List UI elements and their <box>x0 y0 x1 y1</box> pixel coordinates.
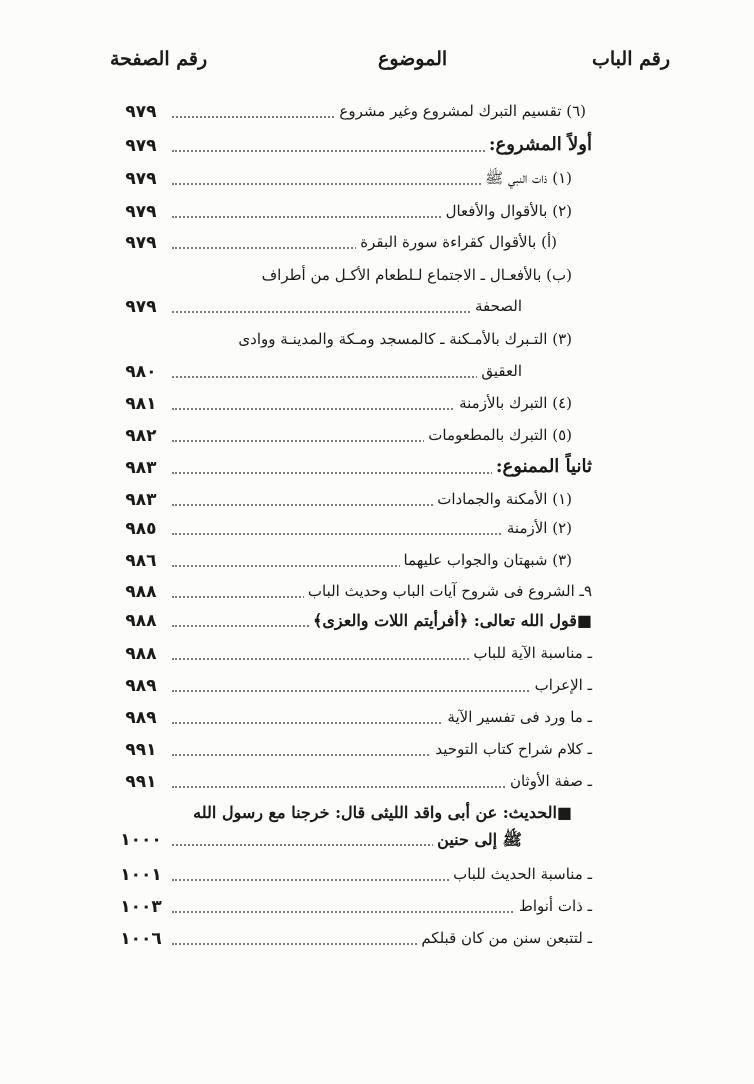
toc-entry-page: ٩٩١ <box>125 772 157 792</box>
toc-entry-title: ﷺ إلى حنين <box>433 830 522 853</box>
toc-entry <box>110 578 592 608</box>
toc-entry-title: (٤) التبرك بالأزمنة <box>455 394 572 412</box>
toc-entry-title: ـ مناسبة الحديث للباب <box>449 865 592 883</box>
toc-entry-title: (٢) الأزمنة <box>503 519 572 537</box>
toc-entry <box>110 262 572 292</box>
toc-entry-title: ■الحديث: عن أبى واقد الليثى قال: خرجنا مع رسول الله <box>189 803 572 822</box>
toc-entry-page: ٩٨٥ <box>125 519 157 539</box>
toc-entry <box>110 640 592 670</box>
toc-entry-title: ـ كلام شراح كتاب التوحيد <box>431 740 592 758</box>
toc-entry-title: (ب) بالأفعـال ـ الاجتماع لـلطعام الأكـل من أطراف <box>258 266 572 284</box>
toc-entry-page: ١٠٠٣ <box>120 897 162 917</box>
toc-entry-page: ٩٨٩ <box>125 708 157 728</box>
toc-entry <box>110 198 572 228</box>
toc-entry-title: (أ) بالأقوال كقراءة سورة البقرة <box>356 233 557 251</box>
toc-entry <box>110 893 592 923</box>
toc-entry-title: ـ ذات أنواط <box>515 897 592 915</box>
column-header-chapter-number: رقم الباب <box>592 48 670 70</box>
toc-entry-page: ٩٨٢ <box>125 426 157 446</box>
toc-entry-title: ـ الإعراب <box>531 676 592 694</box>
toc-entry-title: (٣) شبهتان والجواب عليهما <box>400 551 573 569</box>
toc-entry <box>110 515 572 545</box>
toc-entry <box>110 229 557 259</box>
toc-entry <box>110 768 592 798</box>
toc-entry-page: ١٠٠٦ <box>120 929 162 949</box>
toc-entry <box>110 826 522 856</box>
toc-entry-title: أولاً المشروع: <box>485 134 592 155</box>
toc-entry-title: (٦) تقسيم التبرك لمشروع وغير مشروع <box>335 102 586 120</box>
toc-entry <box>110 547 572 577</box>
toc-entry <box>110 422 572 452</box>
toc-entry-page: ٩٧٩ <box>125 202 157 222</box>
toc-entry <box>110 925 592 955</box>
toc-entry-page: ٩٨٨ <box>125 611 157 631</box>
toc-entry-page: ٩٨٠ <box>125 362 157 382</box>
toc-entry-page: ٩٧٩ <box>125 297 157 317</box>
toc-entry <box>110 672 592 702</box>
toc-entry-title: ـ صفة الأوثان <box>506 772 592 790</box>
toc-entry <box>110 704 592 734</box>
toc-entry <box>110 326 572 356</box>
toc-entry-page: ٩٨١ <box>125 394 157 414</box>
toc-entry-page: ٩٨٨ <box>125 582 157 602</box>
toc-entry <box>110 736 592 766</box>
dot-leader <box>172 311 522 313</box>
column-header-page-number: رقم الصفحة <box>110 48 208 70</box>
toc-entry <box>110 390 572 420</box>
toc-entry-page: ٩٨٣ <box>125 458 157 478</box>
toc-entry <box>110 486 572 516</box>
toc-entry <box>110 132 592 162</box>
toc-entry-page: ٩٨٩ <box>125 676 157 696</box>
toc-entry-page: ١٠٠١ <box>120 865 162 885</box>
toc-entry-page: ٩٧٩ <box>125 233 157 253</box>
toc-entry-title: (٢) بالأقوال والأفعال <box>442 202 572 220</box>
toc-entry-page: ١٠٠٠ <box>120 830 162 850</box>
toc-entry-page: ٩٨٨ <box>125 644 157 664</box>
toc-entry <box>110 98 586 128</box>
toc-entry <box>110 799 572 829</box>
toc-entry-title: (١) ذات النبي ﷺ <box>481 169 572 191</box>
toc-entry-title: ـ مناسبة الآية للباب <box>469 644 592 662</box>
toc-entry-title: ـ لتتبعن سنن من كان قبلكم <box>417 929 592 947</box>
toc-entry <box>110 358 522 388</box>
toc-entry <box>110 607 592 637</box>
toc-entry-title: العقيق <box>477 362 522 380</box>
toc-entry-title: ثانياً الممنوع: <box>492 456 592 477</box>
toc-entry <box>110 293 522 323</box>
toc-entry <box>110 454 592 484</box>
toc-entry-title: ـ ما ورد فى تفسير الآية <box>443 708 592 726</box>
toc-entry-page: ٩٧٩ <box>125 169 157 189</box>
toc-entry-title: الصحفة <box>471 297 522 315</box>
toc-entry-page: ٩٨٣ <box>125 490 157 510</box>
toc-entry-title: ٩ـ الشروع فى شروح آيات الباب وحديث الباب <box>304 582 592 600</box>
toc-entry-page: ٩٩١ <box>125 740 157 760</box>
dot-leader <box>172 376 522 378</box>
toc-entry-title: ■قول الله تعالى: ﴿أفرأيتم اللات والعزى﴾ <box>309 611 592 630</box>
toc-entry-page: ٩٨٦ <box>125 551 157 571</box>
toc-entry-title: (١) الأمكنة والجمادات <box>433 490 572 508</box>
toc-entry-title: (٣) التـبرك بالأمـكنة ـ كالمسجد ومـكة والمدينـة ووادى <box>234 330 572 348</box>
column-header-subject: الموضوع <box>378 48 448 70</box>
toc-entry <box>110 165 572 195</box>
toc-entry-title: (٥) التبرك بالمطعومات <box>424 426 572 444</box>
dot-leader <box>172 690 592 692</box>
toc-entry-page: ٩٧٩ <box>125 102 157 122</box>
toc-entry-page: ٩٧٩ <box>125 136 157 156</box>
toc-entry <box>110 861 592 891</box>
